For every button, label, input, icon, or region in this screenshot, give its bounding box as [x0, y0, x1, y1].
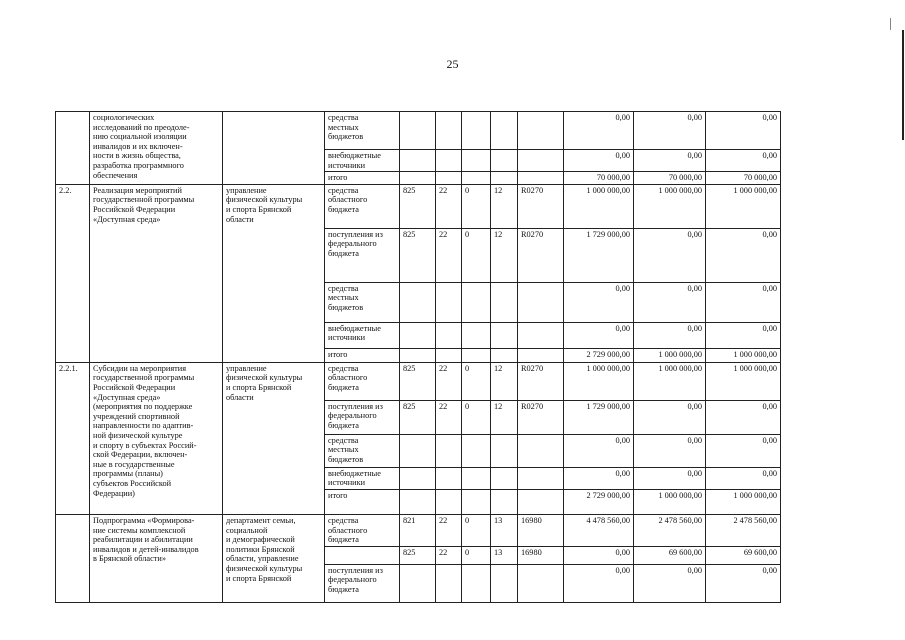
code-n-text: 13 — [494, 547, 503, 557]
code-pr — [462, 434, 491, 467]
amount-year-1-text: 1 729 000,00 — [586, 229, 630, 239]
code-n — [491, 546, 518, 564]
amount-year-3 — [706, 282, 781, 322]
code-pr — [462, 362, 491, 400]
amount-year-3-text: 1 000 000,00 — [733, 185, 777, 195]
code-grbs — [400, 348, 436, 362]
funding-source-text: поступления из федерального бюджета — [328, 401, 383, 430]
funding-source — [325, 150, 400, 172]
code-pr — [462, 282, 491, 322]
amount-year-3-text: 0,00 — [762, 435, 777, 445]
amount-year-2-text: 0,00 — [687, 113, 702, 122]
amount-year-3-text: 0,00 — [762, 113, 777, 122]
funding-source — [325, 400, 400, 434]
code-grbs — [400, 489, 436, 514]
code-grbs — [400, 172, 436, 185]
amount-year-1-text: 70 000,00 — [596, 173, 630, 183]
code-csr — [518, 514, 564, 546]
amount-year-2 — [634, 514, 706, 546]
code-grbs — [400, 564, 436, 602]
amount-year-2 — [634, 322, 706, 348]
amount-year-1-text: 1 729 000,00 — [586, 401, 630, 411]
code-grbs — [400, 400, 436, 434]
funding-source — [325, 228, 400, 282]
amount-year-3 — [706, 184, 781, 228]
item-executor-text: управление физической культуры и спорта Брянской области — [226, 363, 303, 402]
amount-year-2 — [634, 184, 706, 228]
amount-year-1 — [564, 400, 634, 434]
amount-year-2-text: 0,00 — [687, 468, 702, 478]
amount-year-3-text: 0,00 — [762, 468, 777, 478]
amount-year-3 — [706, 348, 781, 362]
code-rz — [436, 150, 462, 172]
code-grbs — [400, 434, 436, 467]
code-csr — [518, 322, 564, 348]
code-pr — [462, 184, 491, 228]
code-pr — [462, 322, 491, 348]
code-grbs — [400, 546, 436, 564]
amount-year-1-text: 0,00 — [615, 283, 630, 293]
item-number — [56, 112, 90, 185]
amount-year-2-text: 0,00 — [687, 435, 702, 445]
code-pr — [462, 348, 491, 362]
amount-year-3-text: 69 600,00 — [743, 547, 777, 557]
code-n — [491, 228, 518, 282]
funding-source-text: средства местных бюджетов — [328, 283, 364, 312]
amount-year-1-text: 2 729 000,00 — [586, 349, 630, 359]
amount-year-2 — [634, 362, 706, 400]
amount-year-2 — [634, 150, 706, 172]
item-name-text: социологических исследований по преодоле- нию социальной изоляции инвалидов и их включен- ности в жизнь общества, разработка программного обеспечения — [93, 113, 190, 180]
code-n — [491, 172, 518, 185]
code-rz-text: 22 — [439, 515, 448, 525]
code-csr-text: R0270 — [521, 229, 544, 239]
code-n — [491, 489, 518, 514]
amount-year-3 — [706, 467, 781, 489]
code-csr — [518, 546, 564, 564]
item-name — [90, 514, 223, 602]
code-rz — [436, 546, 462, 564]
code-csr — [518, 489, 564, 514]
item-name-text: Субсидии на мероприятия государственной программы Российской Федерации «Доступная среда» (мероприятия по поддержке учреждений спортивной направленности по адаптив- ной физической культуре и спорту в субъектах Россий- ской Федерации, включен- ные в государственные программы (планы) субъектов Российской Федерации) — [93, 363, 197, 498]
code-pr — [462, 489, 491, 514]
amount-year-3 — [706, 228, 781, 282]
code-n — [491, 564, 518, 602]
funding-source-text: итого — [328, 173, 348, 183]
amount-year-3-text: 2 478 560,00 — [733, 515, 777, 525]
amount-year-2-text: 70 000,00 — [668, 173, 702, 183]
code-pr — [462, 150, 491, 172]
amount-year-1 — [564, 150, 634, 172]
funding-source-text: внебюджетные источники — [328, 323, 381, 343]
code-rz-text: 22 — [439, 229, 448, 239]
code-pr — [462, 228, 491, 282]
code-n-text: 12 — [494, 229, 503, 239]
code-grbs — [400, 282, 436, 322]
funding-source — [325, 514, 400, 546]
code-n — [491, 400, 518, 434]
amount-year-2-text: 1 000 000,00 — [658, 185, 702, 195]
funding-source — [325, 467, 400, 489]
code-csr — [518, 362, 564, 400]
amount-year-2-text: 1 000 000,00 — [658, 490, 702, 500]
amount-year-1-text: 0,00 — [615, 323, 630, 333]
funding-source — [325, 322, 400, 348]
amount-year-2 — [634, 348, 706, 362]
code-n — [491, 282, 518, 322]
funding-source — [325, 564, 400, 602]
code-grbs — [400, 514, 436, 546]
item-executor-text: управление физической культуры и спорта Брянской области — [226, 185, 303, 224]
code-rz-text: 22 — [439, 185, 448, 195]
code-grbs — [400, 322, 436, 348]
code-grbs — [400, 150, 436, 172]
code-rz — [436, 467, 462, 489]
code-rz-text: 22 — [439, 547, 448, 557]
amount-year-1-text: 4 478 560,00 — [586, 515, 630, 525]
code-csr-text: R0270 — [521, 363, 544, 373]
code-n — [491, 434, 518, 467]
code-grbs-text: 825 — [403, 401, 416, 411]
code-pr — [462, 172, 491, 185]
amount-year-3 — [706, 400, 781, 434]
amount-year-1-text: 0,00 — [615, 468, 630, 478]
amount-year-2 — [634, 434, 706, 467]
item-name — [90, 184, 223, 362]
code-csr — [518, 467, 564, 489]
code-rz — [436, 172, 462, 185]
code-n-text: 12 — [494, 363, 503, 373]
funding-source-text: поступления из федерального бюджета — [328, 565, 383, 594]
code-n — [491, 514, 518, 546]
amount-year-3-text: 0,00 — [762, 323, 777, 333]
code-pr-text: 0 — [465, 547, 470, 557]
funding-source-text: итого — [328, 349, 348, 359]
code-rz — [436, 489, 462, 514]
amount-year-1-text: 0,00 — [615, 547, 630, 557]
item-number-text: 2.2. — [59, 185, 72, 195]
amount-year-2-text: 1 000 000,00 — [658, 349, 702, 359]
amount-year-3 — [706, 322, 781, 348]
amount-year-2 — [634, 172, 706, 185]
amount-year-1-text: 1 000 000,00 — [586, 185, 630, 195]
amount-year-3-text: 1 000 000,00 — [733, 349, 777, 359]
amount-year-1 — [564, 362, 634, 400]
amount-year-3-text: 1 000 000,00 — [733, 363, 777, 373]
amount-year-1 — [564, 546, 634, 564]
amount-year-3-text: 70 000,00 — [743, 173, 777, 183]
code-rz — [436, 434, 462, 467]
code-grbs — [400, 228, 436, 282]
amount-year-2-text: 0,00 — [687, 401, 702, 411]
code-rz — [436, 112, 462, 150]
amount-year-1 — [564, 514, 634, 546]
funding-source — [325, 184, 400, 228]
amount-year-2 — [634, 489, 706, 514]
code-pr-text: 0 — [465, 515, 470, 525]
code-rz — [436, 282, 462, 322]
item-executor — [223, 514, 325, 602]
amount-year-2 — [634, 282, 706, 322]
code-csr — [518, 434, 564, 467]
code-grbs — [400, 112, 436, 150]
amount-year-1 — [564, 282, 634, 322]
code-csr — [518, 150, 564, 172]
code-csr-text: R0270 — [521, 401, 544, 411]
amount-year-3 — [706, 172, 781, 185]
amount-year-3-text: 0,00 — [762, 565, 777, 575]
code-rz — [436, 362, 462, 400]
scan-edge-tick — [890, 18, 891, 30]
code-csr — [518, 400, 564, 434]
code-csr — [518, 184, 564, 228]
code-grbs — [400, 467, 436, 489]
amount-year-2 — [634, 546, 706, 564]
funding-source-text: итого — [328, 490, 348, 500]
amount-year-2-text: 0,00 — [687, 229, 702, 239]
amount-year-1 — [564, 348, 634, 362]
code-n-text: 12 — [494, 401, 503, 411]
amount-year-1-text: 2 729 000,00 — [586, 490, 630, 500]
amount-year-1 — [564, 322, 634, 348]
code-pr — [462, 400, 491, 434]
funding-source — [325, 546, 400, 564]
amount-year-2-text: 2 478 560,00 — [658, 515, 702, 525]
code-rz — [436, 514, 462, 546]
code-csr — [518, 112, 564, 150]
code-pr-text: 0 — [465, 229, 470, 239]
item-executor-text: департамент семьи, социальной и демографической политики Брянской области, управление физической культуры и спорта Брянской — [226, 515, 303, 583]
item-number — [56, 514, 90, 602]
code-pr — [462, 467, 491, 489]
code-pr — [462, 564, 491, 602]
amount-year-2-text: 0,00 — [687, 151, 702, 160]
code-csr — [518, 564, 564, 602]
amount-year-1 — [564, 112, 634, 150]
code-grbs — [400, 184, 436, 228]
code-pr-text: 0 — [465, 401, 470, 411]
funding-source — [325, 434, 400, 467]
item-number — [56, 362, 90, 514]
amount-year-1 — [564, 184, 634, 228]
amount-year-1 — [564, 489, 634, 514]
code-grbs-text: 821 — [403, 515, 416, 525]
funding-source-text: средства областного бюджета — [328, 515, 368, 545]
amount-year-1 — [564, 228, 634, 282]
amount-year-3 — [706, 489, 781, 514]
code-rz — [436, 348, 462, 362]
item-executor — [223, 112, 325, 185]
code-rz — [436, 322, 462, 348]
amount-year-3-text: 0,00 — [762, 283, 777, 293]
code-pr — [462, 112, 491, 150]
table-row — [56, 112, 781, 150]
scan-edge-mark — [902, 30, 904, 140]
item-name — [90, 362, 223, 514]
amount-year-2-text: 0,00 — [687, 283, 702, 293]
code-rz — [436, 228, 462, 282]
page-number: 25 — [446, 57, 459, 71]
amount-year-1-text: 0,00 — [615, 435, 630, 445]
table-row — [56, 184, 781, 228]
amount-year-3 — [706, 546, 781, 564]
amount-year-2-text: 1 000 000,00 — [658, 363, 702, 373]
code-rz-text: 22 — [439, 363, 448, 373]
amount-year-3 — [706, 514, 781, 546]
code-n-text: 12 — [494, 185, 503, 195]
code-n — [491, 150, 518, 172]
item-executor — [223, 362, 325, 514]
amount-year-3 — [706, 434, 781, 467]
amount-year-2 — [634, 564, 706, 602]
code-grbs-text: 825 — [403, 185, 416, 195]
amount-year-3-text: 0,00 — [762, 401, 777, 411]
item-name-text: Подпрограмма «Формирова- ние системы комплексной реабилитации и абилитации инвалидов и детей-инвалидов в Брянской области» — [93, 515, 199, 564]
amount-year-3 — [706, 112, 781, 150]
code-n — [491, 112, 518, 150]
funding-source — [325, 348, 400, 362]
code-pr — [462, 546, 491, 564]
code-grbs-text: 825 — [403, 547, 416, 557]
amount-year-2 — [634, 400, 706, 434]
amount-year-2-text: 69 600,00 — [668, 547, 702, 557]
code-rz-text: 22 — [439, 401, 448, 411]
code-rz — [436, 564, 462, 602]
code-csr — [518, 228, 564, 282]
amount-year-3 — [706, 564, 781, 602]
item-name — [90, 112, 223, 185]
code-n — [491, 348, 518, 362]
amount-year-3-text: 0,00 — [762, 151, 777, 160]
amount-year-2 — [634, 467, 706, 489]
funding-source — [325, 282, 400, 322]
code-n — [491, 184, 518, 228]
amount-year-1 — [564, 172, 634, 185]
amount-year-1 — [564, 467, 634, 489]
funding-source — [325, 112, 400, 150]
amount-year-1 — [564, 564, 634, 602]
code-csr-text: R0270 — [521, 185, 544, 195]
amount-year-1-text: 1 000 000,00 — [586, 363, 630, 373]
amount-year-1 — [564, 434, 634, 467]
code-n — [491, 362, 518, 400]
code-n-text: 13 — [494, 515, 503, 525]
funding-source — [325, 172, 400, 185]
funding-source-text: средства местных бюджетов — [328, 435, 364, 464]
amount-year-2 — [634, 112, 706, 150]
code-csr — [518, 172, 564, 185]
code-rz — [436, 184, 462, 228]
code-n — [491, 322, 518, 348]
funding-source — [325, 489, 400, 514]
funding-source-text: средства местных бюджетов — [328, 113, 364, 142]
code-csr — [518, 282, 564, 322]
amount-year-3-text: 0,00 — [762, 229, 777, 239]
code-pr-text: 0 — [465, 185, 470, 195]
code-pr-text: 0 — [465, 363, 470, 373]
amount-year-2 — [634, 228, 706, 282]
code-csr — [518, 348, 564, 362]
table-row — [56, 362, 781, 400]
funding-source-text: внебюджетные источники — [328, 151, 381, 170]
amount-year-2-text: 0,00 — [687, 323, 702, 333]
budget-table — [55, 111, 781, 603]
amount-year-2-text: 0,00 — [687, 565, 702, 575]
amount-year-3-text: 1 000 000,00 — [733, 490, 777, 500]
item-number-text: 2.2.1. — [59, 363, 78, 373]
code-csr-text: 16980 — [521, 547, 542, 557]
table-row — [56, 514, 781, 546]
funding-source-text: поступления из федерального бюджета — [328, 229, 383, 258]
code-rz — [436, 400, 462, 434]
item-number — [56, 184, 90, 362]
funding-source-text: внебюджетные источники — [328, 468, 381, 488]
amount-year-3 — [706, 150, 781, 172]
code-grbs — [400, 362, 436, 400]
amount-year-1-text: 0,00 — [615, 565, 630, 575]
amount-year-3 — [706, 362, 781, 400]
code-csr-text: 16980 — [521, 515, 542, 525]
code-grbs-text: 825 — [403, 363, 416, 373]
funding-source-text: средства областного бюджета — [328, 363, 368, 392]
code-grbs-text: 825 — [403, 229, 416, 239]
amount-year-1-text: 0,00 — [615, 113, 630, 122]
funding-source — [325, 362, 400, 400]
code-n — [491, 467, 518, 489]
code-pr — [462, 514, 491, 546]
item-name-text: Реализация мероприятий государственной программы Российской Федерации «Доступная среда» — [93, 185, 195, 224]
item-executor — [223, 184, 325, 362]
amount-year-1-text: 0,00 — [615, 151, 630, 160]
funding-source-text: средства областного бюджета — [328, 185, 368, 214]
